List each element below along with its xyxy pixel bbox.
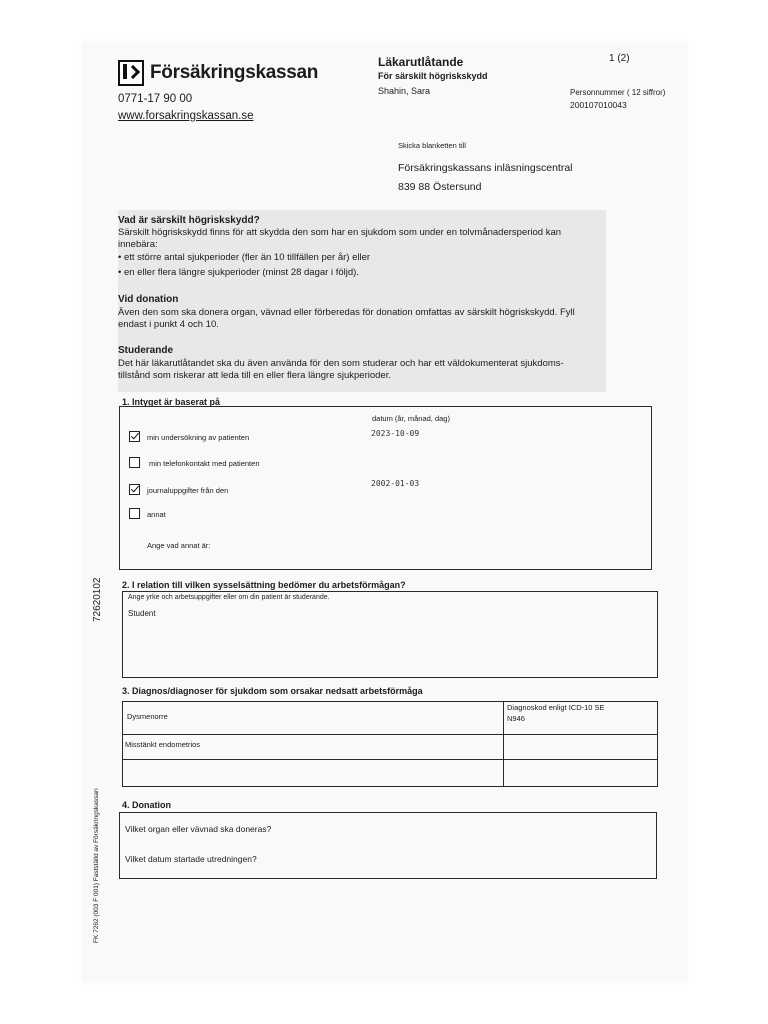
- info-text-3b: tillstånd som riskerar att leda till en eller flera längre sjukperioder.: [118, 370, 391, 381]
- label-journal: journaluppgifter från den: [147, 486, 229, 495]
- info-text-1b: innebära:: [118, 239, 158, 250]
- section-1-title: 1. Intyget är baserat på: [122, 397, 221, 407]
- other-specify-label: Ange vad annat är:: [147, 541, 211, 550]
- phone-number: 0771-17 90 00: [118, 93, 193, 105]
- send-to-name: Försäkringskassans inläsningscentral: [398, 162, 573, 174]
- diagnosis-table: [122, 701, 658, 787]
- personnummer-label: Personnummer ( 12 siffror): [570, 88, 666, 97]
- form-number: 72620102: [92, 577, 103, 622]
- donation-organ-question: Vilket organ eller vävnad ska doneras?: [125, 824, 272, 834]
- info-text-2b: endast i punkt 4 och 10.: [118, 319, 219, 330]
- occupation-value: Student: [128, 609, 156, 618]
- info-heading-3: Studerande: [118, 345, 174, 356]
- info-box: [118, 210, 606, 392]
- logo: [118, 60, 318, 86]
- section-4-box: [119, 812, 657, 879]
- section-2-box[interactable]: [122, 591, 658, 678]
- checkbox-telephone[interactable]: [129, 457, 140, 468]
- personnummer-value: 200107010043: [570, 100, 627, 110]
- info-heading-1: Vad är särskilt högriskskydd?: [118, 215, 260, 226]
- donation-date-question: Vilket datum startade utredningen?: [125, 854, 257, 864]
- patient-name: Shahin, Sara: [378, 86, 431, 96]
- icd-code-label: Diagnoskod enligt ICD-10 SE: [507, 703, 605, 712]
- info-heading-2: Vid donation: [118, 294, 179, 305]
- send-to-address: 839 88 Östersund: [398, 181, 482, 193]
- diagnosis-divider: [503, 701, 504, 787]
- page-number: 1 (2): [609, 53, 630, 64]
- date-journal: 2002-01-03: [371, 479, 420, 488]
- date-examination: 2023-10-09: [371, 429, 420, 438]
- website-link[interactable]: www.forsakringskassan.se: [118, 110, 254, 122]
- label-other: annat: [147, 510, 166, 519]
- info-bullet-2: • en eller flera längre sjukperioder (minst 28 dagar i följd).: [118, 267, 359, 278]
- logo-text: Försäkringskassan: [150, 62, 319, 83]
- diagnosis-row-line-1: [122, 734, 658, 735]
- icd-code-value[interactable]: N946: [507, 714, 525, 723]
- info-text-1a: Särskilt högriskskydd finns för att skydda den som har en sjukdom som under en tolvmånadersperiod kan: [118, 227, 562, 238]
- form-footer: FK 7262 (003 F 001) Fastställd av Försäkringskassan: [93, 788, 100, 943]
- send-to-label: Skicka blanketten till: [398, 141, 466, 150]
- info-text-3a: Det här läkarutlåtandet ska du även använda för den som studerar och har ett väldokumenterat sjukdoms-: [118, 358, 564, 369]
- diagnosis-1[interactable]: Dysmenorre: [127, 712, 168, 721]
- label-telephone: min telefonkontakt med patienten: [149, 459, 260, 468]
- section-2-title: 2. I relation till vilken sysselsättning bedömer du arbetsförmågan?: [122, 580, 406, 590]
- logo-icon: [118, 60, 144, 86]
- diagnosis-row-line-2: [122, 759, 658, 760]
- document-subtitle: För särskilt högriskskydd: [378, 71, 488, 81]
- diagnosis-2[interactable]: Misstänkt endometrios: [125, 740, 201, 749]
- document-title: Läkarutlåtande: [378, 55, 464, 69]
- section-3-title: 3. Diagnos/diagnoser för sjukdom som orsakar nedsatt arbetsförmåga: [122, 686, 423, 696]
- date-header: datum (år, månad, dag): [372, 414, 450, 423]
- checkbox-other[interactable]: [129, 508, 140, 519]
- checkbox-examination[interactable]: [129, 431, 140, 442]
- checkbox-journal[interactable]: [129, 484, 140, 495]
- info-text-2a: Även den som ska donera organ, vävnad eller förberedas för donation omfattas av särskilt högriskskydd. Fyll: [118, 307, 575, 318]
- occupation-hint: Ange yrke och arbetsuppgifter eller om din patient är studerande.: [128, 594, 330, 601]
- info-bullet-1: • ett större antal sjukperioder (fler än 10 tillfällen per år) eller: [118, 252, 371, 263]
- label-examination: min undersökning av patienten: [147, 433, 250, 442]
- section-4-title: 4. Donation: [122, 800, 171, 810]
